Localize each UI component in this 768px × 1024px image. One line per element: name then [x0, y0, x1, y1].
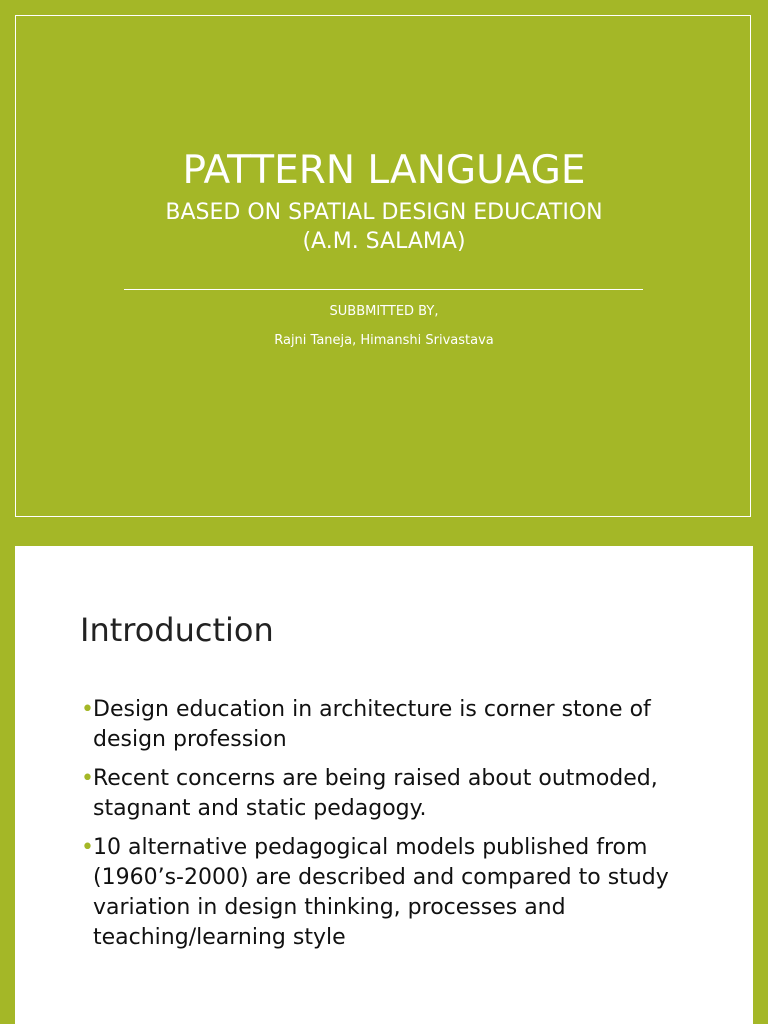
- title-divider: [124, 289, 643, 290]
- bullet-dot-icon: •: [81, 697, 94, 722]
- bullet-item-2: [81, 764, 711, 824]
- bullet-text-3: 10 alternative pedagogical models published from (1960’s-2000) are described and compared to study variation in design thinking, processes and teaching/learning style: [93, 835, 669, 950]
- authors-names: Rajni Taneja, Himanshi Srivastava: [274, 333, 494, 348]
- presentation-title: PATTERN LANGUAGE: [182, 148, 586, 193]
- presentation-subtitle-line2: (A.M. SALAMA): [302, 229, 466, 254]
- introduction-bullet-list: [81, 695, 711, 962]
- presentation-subtitle-line1: BASED ON SPATIAL DESIGN EDUCATION: [165, 200, 603, 225]
- introduction-slide: [15, 546, 753, 1024]
- bullet-dot-icon: •: [81, 766, 94, 791]
- submitted-by-label: SUBBMITTED BY,: [329, 304, 439, 319]
- bullet-text-1: Design education in architecture is corner stone of design profession: [93, 697, 651, 752]
- bullet-text-2: Recent concerns are being raised about outmoded, stagnant and static pedagogy.: [93, 766, 658, 821]
- bullet-item-3: [81, 833, 711, 953]
- introduction-title: Introduction: [80, 611, 274, 649]
- bullet-item-1: [81, 695, 711, 755]
- title-slide-frame: [15, 15, 751, 517]
- bullet-dot-icon: •: [81, 835, 94, 860]
